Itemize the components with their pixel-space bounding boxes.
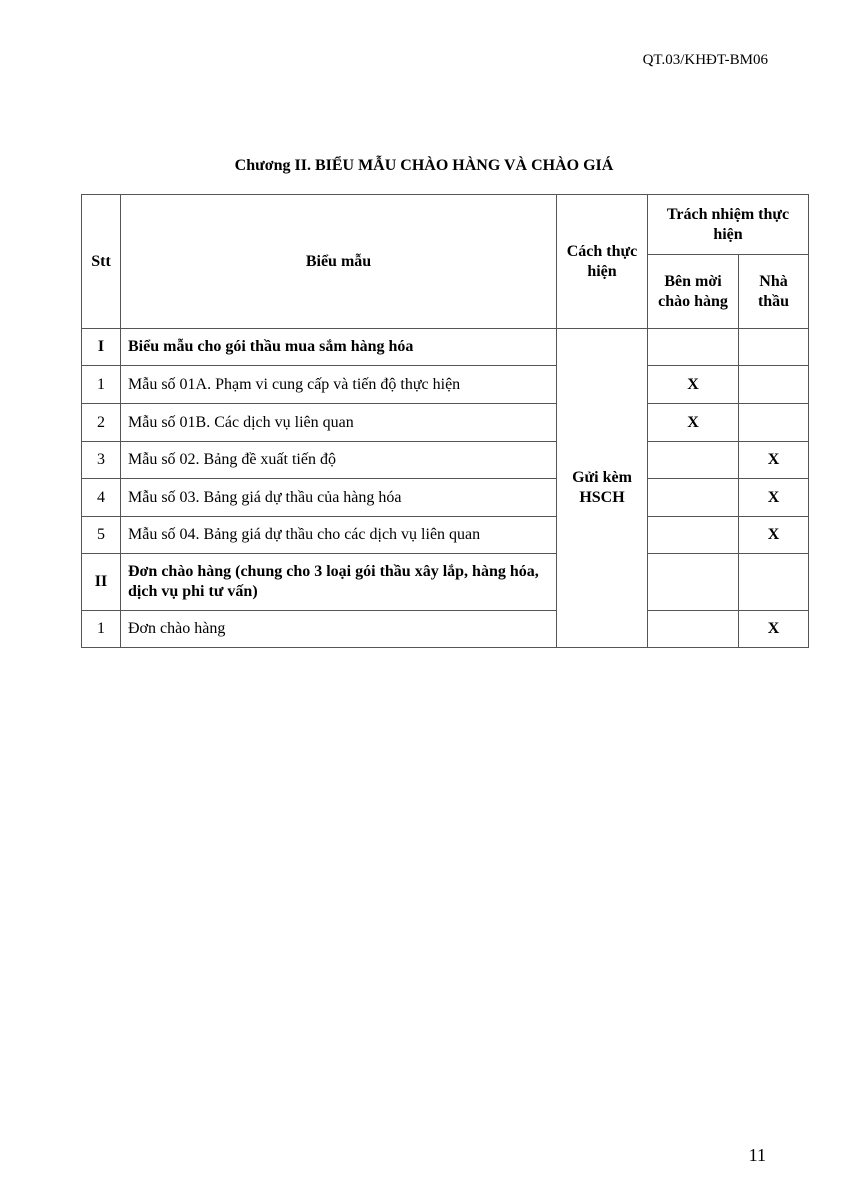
row-inviter: [648, 442, 739, 479]
header-inviter: Bên mời chào hàng: [648, 255, 739, 329]
page-number: 11: [748, 1145, 766, 1165]
row-contractor: X: [739, 442, 809, 479]
row-form: Mẫu số 02. Bảng đề xuất tiến độ: [121, 442, 557, 479]
chapter-title: Chương II. BIỂU MẪU CHÀO HÀNG VÀ CHÀO GIÁ: [234, 157, 614, 174]
row-form: Mẫu số 01B. Các dịch vụ liên quan: [121, 404, 557, 442]
row-stt: 1: [82, 366, 121, 404]
header-form: Biểu mẫu: [121, 195, 557, 329]
row-inviter: [648, 554, 739, 611]
header-responsibility: Trách nhiệm thực hiện: [648, 195, 809, 255]
row-stt: I: [82, 329, 121, 366]
header-contractor: Nhà thầu: [739, 255, 809, 329]
table-row: [82, 517, 809, 554]
table-row: [82, 442, 809, 479]
row-contractor: [739, 404, 809, 442]
row-inviter: [648, 479, 739, 517]
row-form: Đơn chào hàng (chung cho 3 loại gói thầu xây lắp, hàng hóa, dịch vụ phi tư vấn): [121, 554, 557, 611]
table-row: [82, 404, 809, 442]
row-form: Đơn chào hàng: [121, 611, 557, 648]
table-row: [82, 611, 809, 648]
row-stt: 2: [82, 404, 121, 442]
row-inviter: [648, 611, 739, 648]
row-stt: 1: [82, 611, 121, 648]
method-cell: Gửi kèm HSCH: [557, 329, 648, 648]
table-row: [82, 366, 809, 404]
forms-table: [81, 194, 809, 648]
header-method: Cách thực hiện: [557, 195, 648, 329]
table-row: [82, 554, 809, 611]
row-form: Biểu mẫu cho gói thầu mua sắm hàng hóa: [121, 329, 557, 366]
document-code: QT.03/KHĐT-BM06: [642, 52, 768, 68]
row-inviter: X: [648, 366, 739, 404]
row-contractor: [739, 366, 809, 404]
row-contractor: X: [739, 479, 809, 517]
row-stt: II: [82, 554, 121, 611]
header-stt: Stt: [82, 195, 121, 329]
row-contractor: [739, 554, 809, 611]
row-contractor: X: [739, 517, 809, 554]
row-inviter: X: [648, 404, 739, 442]
row-contractor: [739, 329, 809, 366]
row-contractor: X: [739, 611, 809, 648]
row-form: Mẫu số 01A. Phạm vi cung cấp và tiến độ thực hiện: [121, 366, 557, 404]
row-inviter: [648, 329, 739, 366]
row-form: Mẫu số 04. Bảng giá dự thầu cho các dịch vụ liên quan: [121, 517, 557, 554]
row-stt: 4: [82, 479, 121, 517]
row-stt: 3: [82, 442, 121, 479]
row-form: Mẫu số 03. Bảng giá dự thầu của hàng hóa: [121, 479, 557, 517]
table-row: [82, 479, 809, 517]
table-row: [82, 329, 809, 366]
row-inviter: [648, 517, 739, 554]
row-stt: 5: [82, 517, 121, 554]
